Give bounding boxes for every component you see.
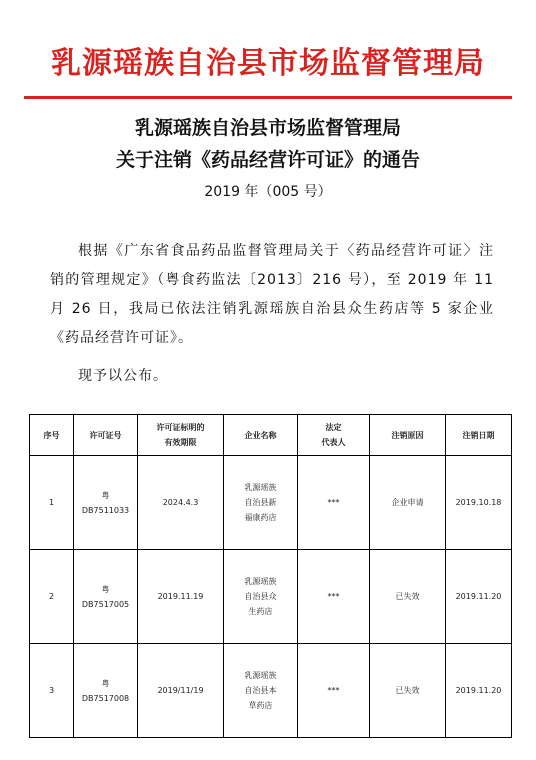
notice-title-line-2: 关于注销《药品经营许可证》的通告 (115, 149, 420, 171)
cell-license-no (74, 644, 138, 738)
cell-license-no (74, 456, 138, 550)
cell-validity: 2024.4.3 (138, 456, 224, 550)
body-paragraph-1: 根据《广东省食品药品监督管理局关于〈药品经营许可证〉注销的管理规定》（粤食药监法〔2013〕216 号），至 2019 年 11 月 26 日，我局已依法注销乳源瑶族自治县众生药店等 5 家企业《药品经营许可证》。 (50, 243, 494, 346)
cell-legal-rep: *** (298, 644, 370, 738)
cell-seq: 3 (30, 644, 74, 738)
cell-company (224, 550, 298, 644)
table-row (30, 550, 512, 644)
license-number: DB7511033 (81, 505, 130, 515)
cell-company (224, 456, 298, 550)
revocation-table (29, 414, 512, 738)
cell-validity: 2019/11/19 (138, 644, 224, 738)
company-line-1: 乳源瑶族 (244, 483, 277, 492)
notice-title-line-1: 乳源瑶族自治县市场监督管理局 (134, 117, 401, 139)
header-validity-line-1: 许可证标明的 (156, 423, 205, 432)
letterhead-org-name: 乳源瑶族自治县市场监督管理局 (51, 46, 485, 81)
company-line-1: 乳源瑶族 (244, 671, 277, 680)
cell-validity: 2019.11.19 (138, 550, 224, 644)
header-legal-rep (298, 415, 370, 456)
body-paragraph-2: 现予以公布。 (78, 368, 168, 384)
header-validity-line-2: 有效期限 (164, 438, 197, 447)
header-license-no: 许可证号 (74, 415, 138, 456)
license-number: DB7517008 (81, 693, 130, 703)
table-row (30, 644, 512, 738)
cell-seq: 2 (30, 550, 74, 644)
license-prefix: 粤 (101, 490, 110, 500)
company-line-3: 草药店 (248, 701, 273, 710)
company-line-2: 自治县众 (244, 592, 277, 601)
license-prefix: 粤 (101, 584, 110, 594)
table-row (30, 456, 512, 550)
cell-license-no (74, 550, 138, 644)
header-date: 注销日期 (446, 415, 512, 456)
cell-legal-rep: *** (298, 456, 370, 550)
cell-reason: 已失效 (370, 550, 446, 644)
table-header-row (30, 415, 512, 456)
header-reason: 注销原因 (370, 415, 446, 456)
cell-reason: 企业申请 (370, 456, 446, 550)
document-number: 2019 年（005 号） (204, 184, 332, 200)
company-line-3: 福康药店 (244, 513, 277, 522)
cell-seq: 1 (30, 456, 74, 550)
cell-company (224, 644, 298, 738)
header-rep-line-2: 代表人 (321, 438, 346, 447)
cell-reason: 已失效 (370, 644, 446, 738)
cell-date: 2019.10.18 (446, 456, 512, 550)
company-line-2: 自治县新 (244, 498, 277, 507)
company-line-2: 自治县本 (244, 686, 277, 695)
header-seq: 序号 (30, 415, 74, 456)
license-prefix: 粤 (101, 678, 110, 688)
company-line-3: 生药店 (248, 607, 273, 616)
cell-date: 2019.11.20 (446, 550, 512, 644)
header-validity (138, 415, 224, 456)
letterhead-red-rule (24, 96, 512, 99)
header-company: 企业名称 (224, 415, 298, 456)
cell-date: 2019.11.20 (446, 644, 512, 738)
header-rep-line-1: 法定 (325, 423, 342, 432)
company-line-1: 乳源瑶族 (244, 577, 277, 586)
cell-legal-rep: *** (298, 550, 370, 644)
license-number: DB7517005 (81, 599, 130, 609)
